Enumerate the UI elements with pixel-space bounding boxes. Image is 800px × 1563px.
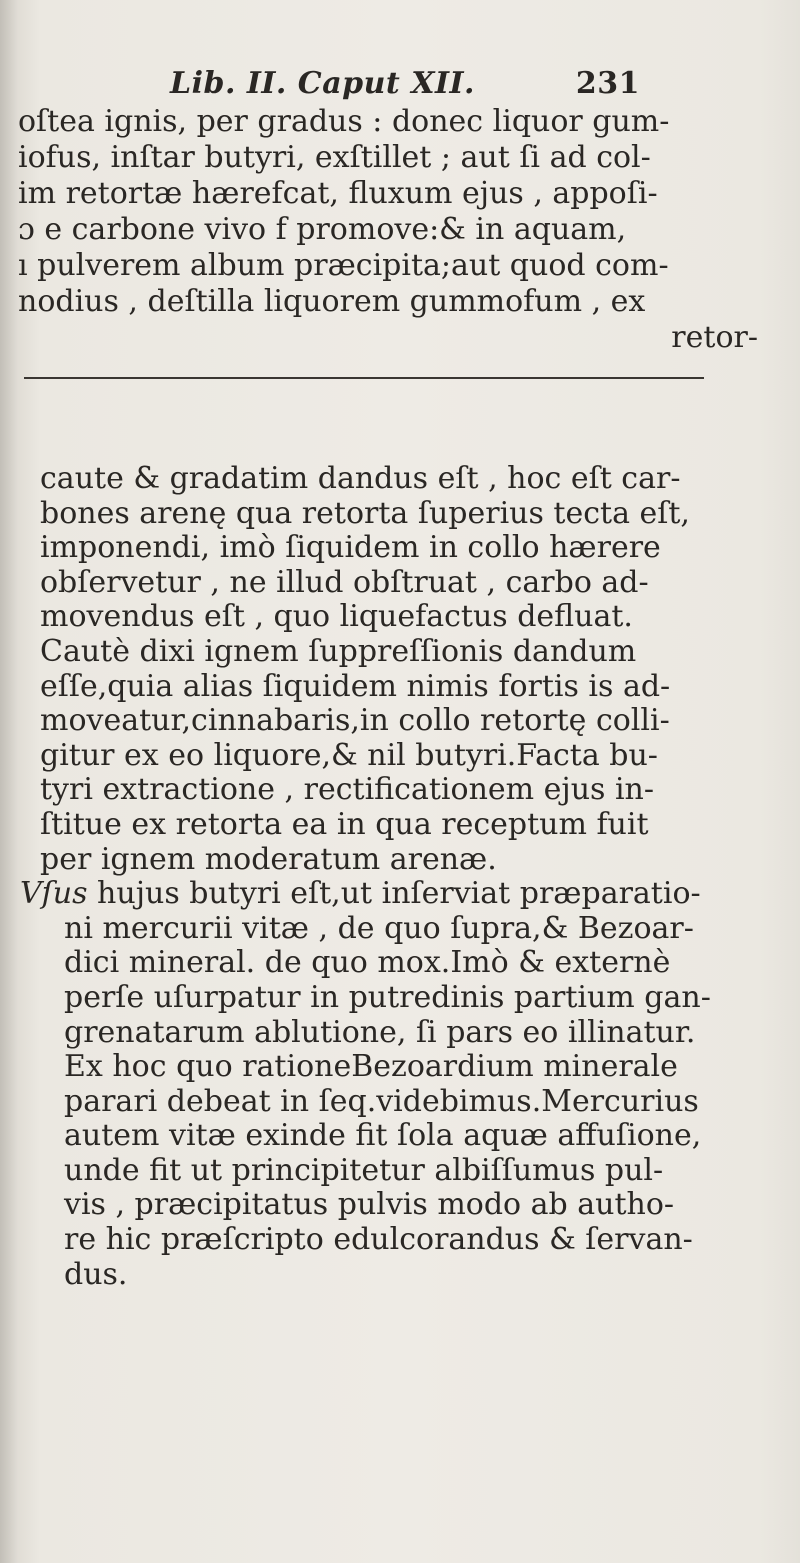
main-text-block xyxy=(20,461,790,1292)
top-text-block xyxy=(18,104,778,356)
text-line: gitur ex eo liquore,& nil butyri.Facta bu- xyxy=(40,737,658,773)
running-header xyxy=(170,66,640,106)
text-line: caute & gradatim dandus eſt , hoc eſt car- xyxy=(40,461,681,496)
text-line: obſervetur , ne illud obſtruat , carbo ad- xyxy=(40,564,649,600)
text-line: dici mineral. de quo mox.Imò & externè xyxy=(64,945,671,981)
running-head: Lib. II. Caput XII. xyxy=(170,66,476,101)
text-line: imponendi, imò ſiquidem in collo hærere xyxy=(40,530,661,566)
text-line: Cautè dixi ignem ſuppreſſionis dandum xyxy=(40,633,637,669)
page-number: 231 xyxy=(575,66,640,101)
text-line-with-side-label xyxy=(20,877,790,912)
text-line: perſe uſurpatur in putredinis partium gan- xyxy=(64,979,711,1015)
text-line: autem vitæ exinde fit ſola aquæ affuſione, xyxy=(64,1118,702,1154)
text-line: tyri extractione , rectificationem ejus in- xyxy=(40,772,655,808)
gutter-shadow xyxy=(0,0,18,1563)
text-line: nodius , deſtilla liquorem gummofum , ex xyxy=(18,284,646,319)
text-line: re hic præſcripto edulcorandus & ſervan- xyxy=(64,1222,693,1258)
text-line: ni mercurii vitæ , de quo ſupra,& Bezoar- xyxy=(64,910,694,946)
text-line: hujus butyri eſt,ut inſerviat præparatio- xyxy=(97,876,701,912)
text-line: dus. xyxy=(64,1256,128,1292)
text-line: oſtea ignis, per gradus : donec liquor gum- xyxy=(18,104,670,139)
text-line: parari debeat in ſeq.videbimus.Mercurius xyxy=(64,1083,699,1119)
text-line: grenatarum ablutione, ſi pars eo illinatur. xyxy=(64,1014,696,1050)
text-line: ɔ e carbone vivo f promove:& in aquam, xyxy=(18,212,627,247)
text-line: im retortæ hærefcat, fluxum ejus , appoſi- xyxy=(18,176,658,211)
text-line: moveatur,cinnabaris,in collo retortę colli- xyxy=(40,703,670,739)
divider-rule xyxy=(24,377,704,379)
text-line: bones arenę qua retorta ſuperius tecta eſt, xyxy=(40,495,690,531)
text-line: ı pulverem album præcipita;aut quod com- xyxy=(18,248,669,283)
text-line: ſtitue ex retorta ea in qua receptum fuit xyxy=(40,806,649,842)
text-line: per ignem moderatum arenæ. xyxy=(40,841,497,877)
text-line: Ex hoc quo rationeBezoardium minerale xyxy=(64,1049,678,1085)
text-line: iofus, inſtar butyri, exſtillet ; aut ſi ad col- xyxy=(18,140,651,175)
text-line: eſſe,quia alias ſiquidem nimis fortis is ad- xyxy=(40,668,671,704)
side-label: Vſus xyxy=(20,876,88,912)
text-line: unde fit ut principitetur albiſſumus pul- xyxy=(64,1152,664,1188)
catchword: retor- xyxy=(671,320,758,355)
text-line: vis , præcipitatus pulvis modo ab autho- xyxy=(64,1187,675,1223)
text-line: movendus eſt , quo liquefactus defluat. xyxy=(40,599,633,635)
